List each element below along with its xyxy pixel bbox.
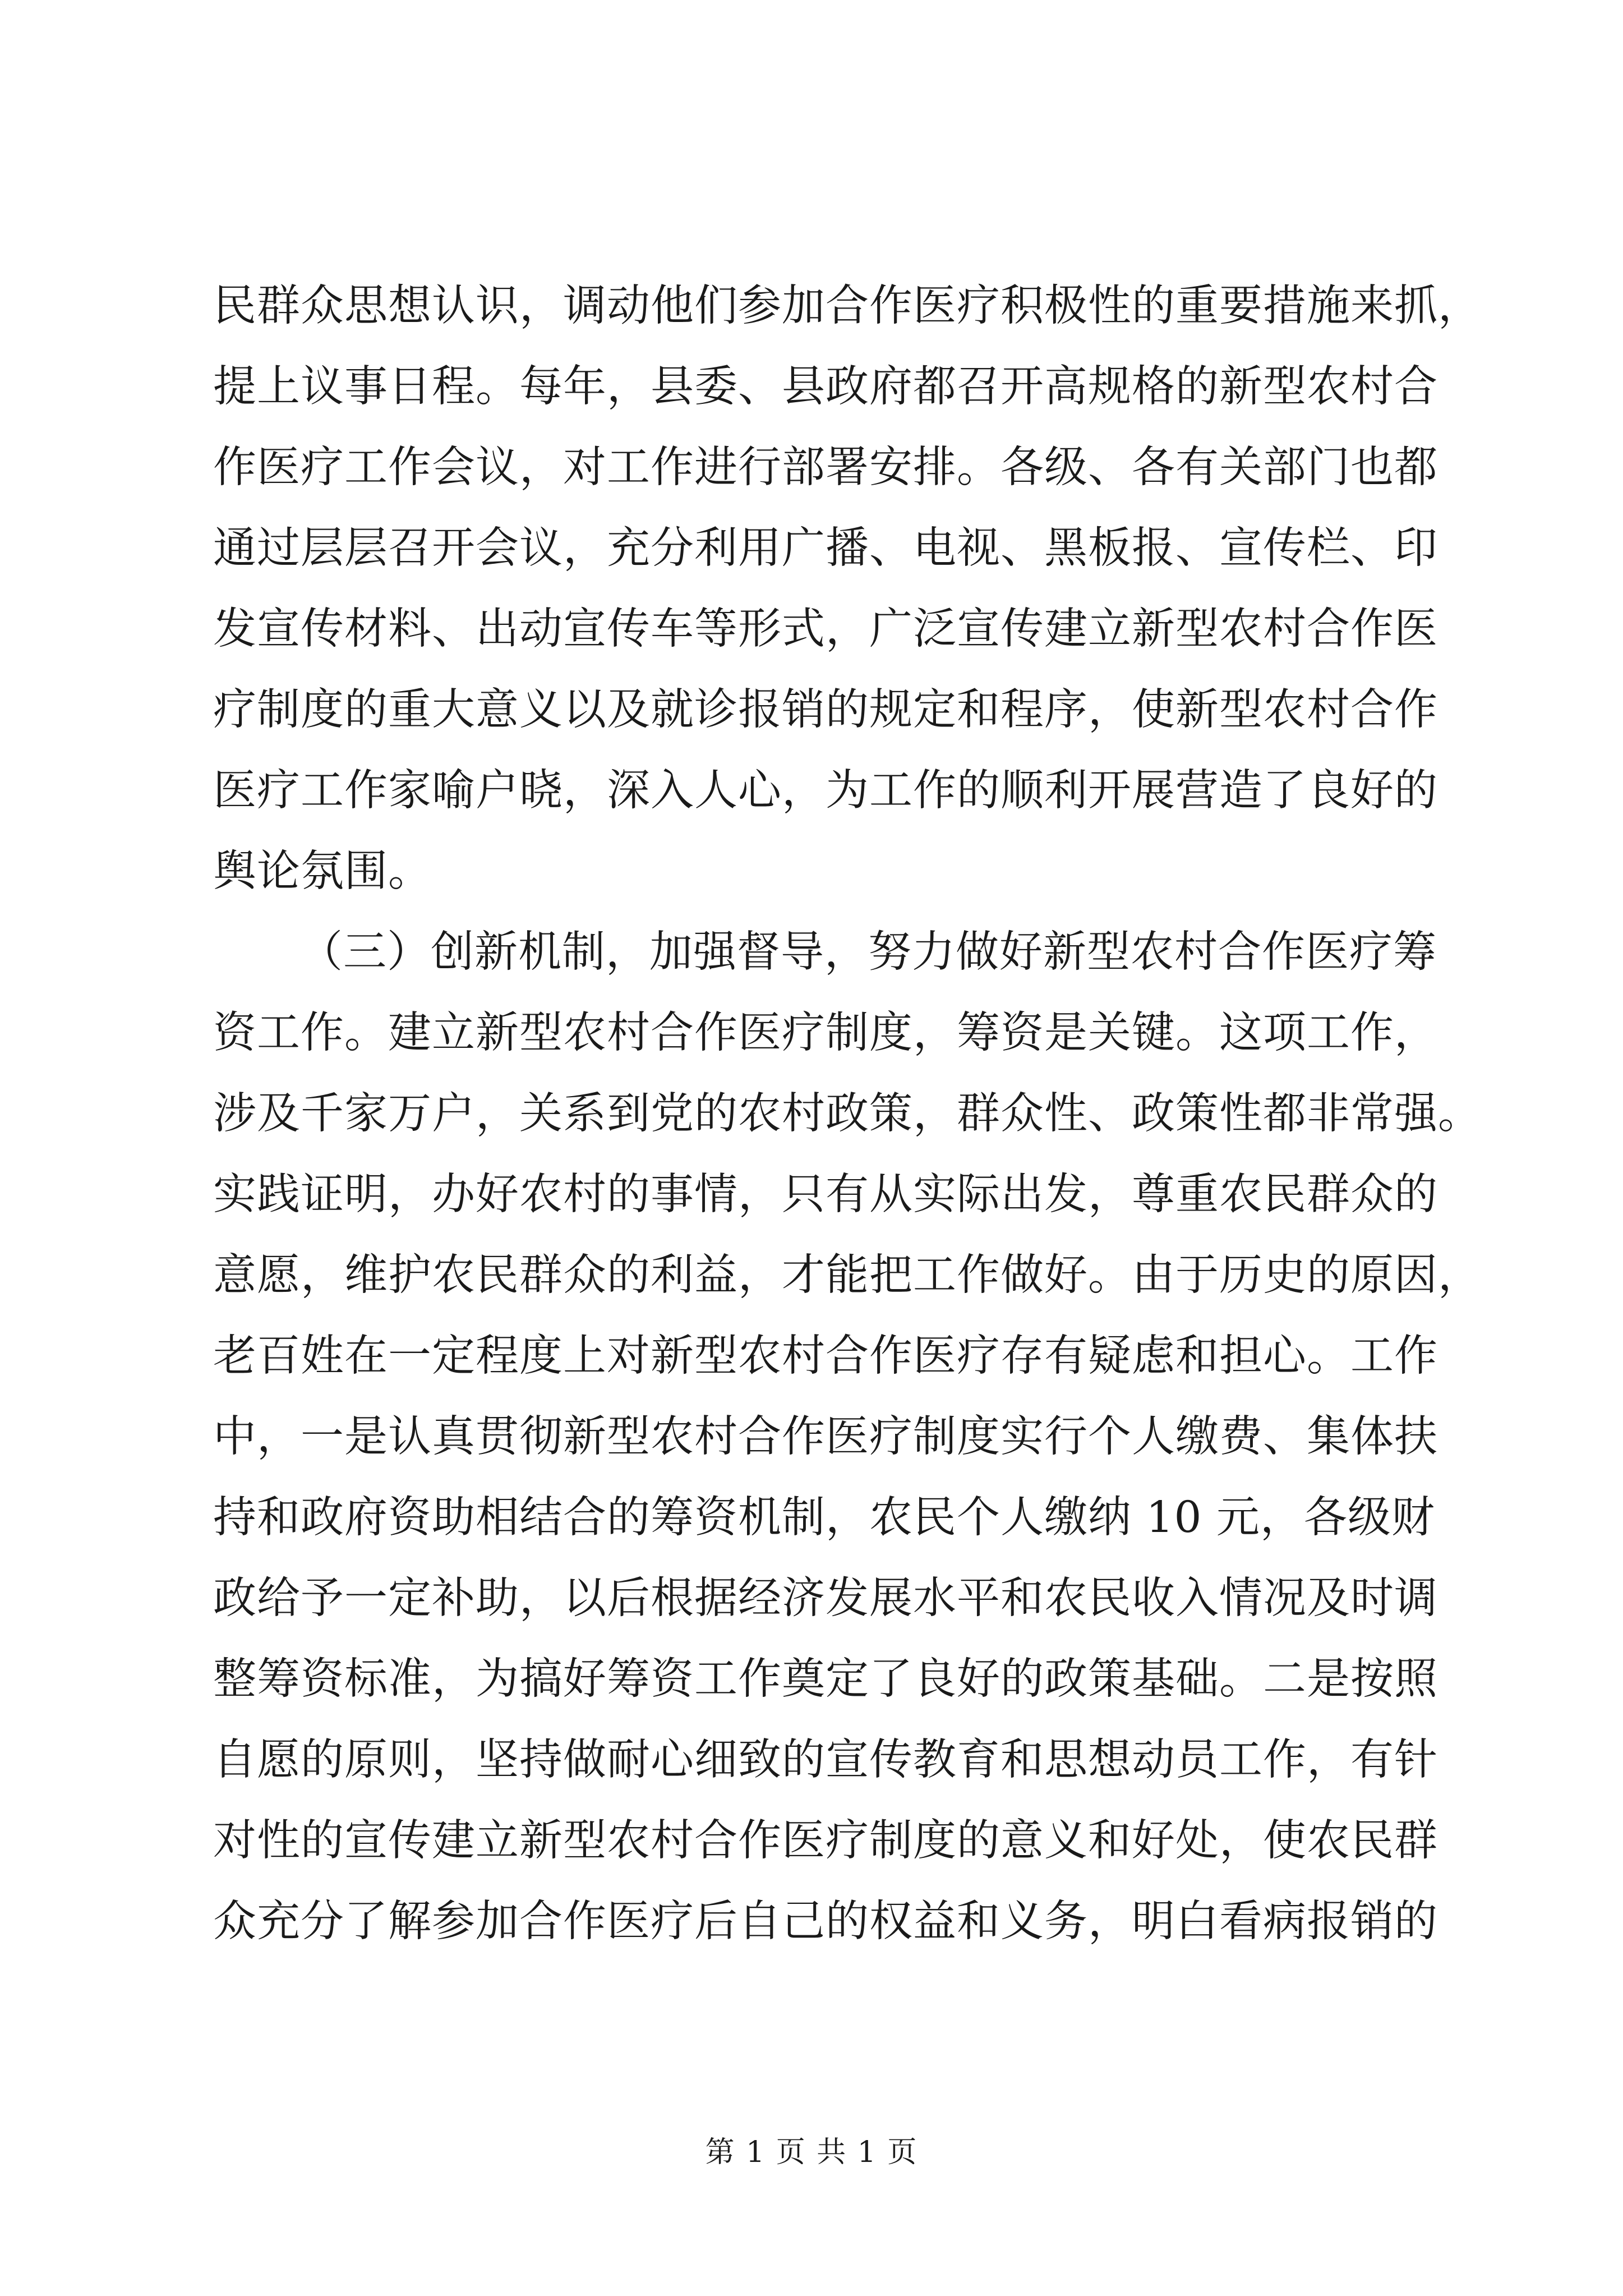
text-line: 发宣传材料、出动宣传车等形式，广泛宣传建立新型农村合作医 <box>213 604 1438 654</box>
text-line: 医疗工作家喻户晓，深入人心，为工作的顺利开展营造了良好的 <box>213 766 1438 816</box>
text-line: 疗制度的重大意义以及就诊报销的规定和程序，使新型农村合作 <box>213 685 1438 735</box>
text-line: 自愿的原则，坚持做耐心细致的宣传教育和思想动员工作，有针 <box>213 1735 1438 1785</box>
text-line: 意愿，维护农民群众的利益，才能把工作做好。由于历史的原因， <box>213 1250 1482 1300</box>
text-line: 政给予一定补助，以后根据经济发展水平和农民收入情况及时调 <box>213 1573 1438 1623</box>
paragraph-heading-line: （三）创新机制，加强督导，努力做好新型农村合作医疗筹 <box>299 927 1437 977</box>
text-line: 民群众思想认识，调动他们参加合作医疗积极性的重要措施来抓， <box>213 281 1482 331</box>
text-line: 实践证明，办好农村的事情，只有从实际出发，尊重农民群众的 <box>213 1170 1438 1220</box>
text-line: 通过层层召开会议，充分利用广播、电视、黑板报、宣传栏、印 <box>213 523 1438 573</box>
text-line: 老百姓在一定程度上对新型农村合作医疗存有疑虑和担心。工作 <box>213 1331 1438 1381</box>
text-line: 整筹资标准，为搞好筹资工作奠定了良好的政策基础。二是按照 <box>213 1654 1438 1704</box>
text-line: 中，一是认真贯彻新型农村合作医疗制度实行个人缴费、集体扶 <box>213 1412 1438 1462</box>
text-line: 对性的宣传建立新型农村合作医疗制度的意义和好处，使农民群 <box>213 1816 1438 1866</box>
body-text <box>213 266 1482 1962</box>
page-number: 第 1 页 共 1 页 <box>705 2136 918 2169</box>
text-line: 涉及千家万户，关系到党的农村政策，群众性、政策性都非常强。 <box>213 1089 1482 1139</box>
text-line: 提上议事日程。每年，县委、县政府都召开高规格的新型农村合 <box>213 362 1438 412</box>
page-footer <box>0 2133 1623 2172</box>
text-line: 资工作。建立新型农村合作医疗制度，筹资是关键。这项工作， <box>213 1008 1438 1058</box>
text-line: 舆论氛围。 <box>213 846 432 896</box>
text-line: 持和政府资助相结合的筹资机制，农民个人缴纳 10 元，各级财 <box>213 1493 1435 1543</box>
text-line: 众充分了解参加合作医疗后自己的权益和义务，明白看病报销的 <box>213 1897 1438 1947</box>
text-line: 作医疗工作会议，对工作进行部署安排。各级、各有关部门也都 <box>213 443 1438 493</box>
